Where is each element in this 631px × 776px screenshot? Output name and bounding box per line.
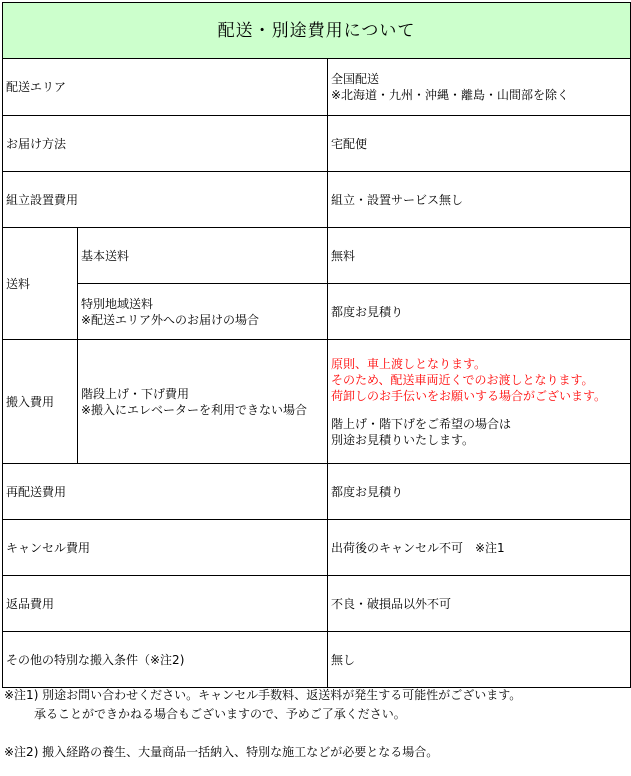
carry-in-value [328,340,631,464]
table-row [3,520,631,576]
delivery-area-line1: 全国配送 [331,72,380,86]
return-label: 返品費用 [3,576,328,632]
warning-line1: 原則、車上渡しとなります。 [331,356,487,371]
table-row [3,228,631,284]
return-value: 不良・破損品以外不可 [328,576,631,632]
redelivery-value: 都度お見積り [328,464,631,520]
stairs-fee-line1: 階段上げ・下げ費用 [81,386,190,401]
delivery-area-value [328,59,631,116]
footnote-1-line1: ※注1) 別途お問い合わせください。キャンセル手数料、返送料が発生する可能性がございます。 [4,688,522,702]
table-row [3,59,631,116]
assembly-label: 組立設置費用 [3,172,328,228]
delivery-area-line2: ※北海道・九州・沖縄・離島・山間部を除く [331,88,570,102]
cancel-value: 出荷後のキャンセル不可 ※注1 [328,520,631,576]
special-shipping-line2: ※配送エリア外へのお届けの場合 [81,312,260,327]
shipping-info-table [2,2,631,688]
special-shipping-line1: 特別地域送料 [81,296,154,311]
carry-in-label: 搬入費用 [3,340,78,464]
stairs-note-line1: 階上げ・階下げをご希望の場合は [331,416,512,431]
table-row [3,116,631,172]
table-row [3,464,631,520]
table-row [3,284,631,340]
basic-shipping-value: 無料 [328,228,631,284]
delivery-method-label: お届け方法 [3,116,328,172]
special-shipping-value: 都度お見積り [328,284,631,340]
redelivery-label: 再配送費用 [3,464,328,520]
other-conditions-value: 無し [328,632,631,688]
table-row [3,172,631,228]
warning-line3: 荷卸しのお手伝いをお願いする場合がございます。 [331,388,607,403]
footnote-2-line1: ※注2) 搬入経路の養生、大量商品一括納入、特別な施工などが必要となる場合。 [4,745,439,759]
table-row [3,576,631,632]
cancel-label: キャンセル費用 [3,520,328,576]
shipping-label: 送料 [3,228,78,340]
table-title: 配送・別途費用について [3,3,631,59]
special-shipping-label [78,284,328,340]
stairs-note-line2: 別途お見積りいたします。 [331,432,475,447]
stairs-fee-label [78,340,328,464]
basic-shipping-label: 基本送料 [78,228,328,284]
other-conditions-label: その他の特別な搬入条件（※注2) [3,632,328,688]
table-row [3,340,631,464]
warning-line2: そのため、配送車両近くでのお渡しとなります。 [331,372,594,387]
footnotes [4,686,628,762]
delivery-method-value: 宅配便 [328,116,631,172]
delivery-area-label: 配送エリア [3,59,328,116]
assembly-value: 組立・設置サービス無し [328,172,631,228]
table-row [3,632,631,688]
stairs-fee-line2: ※搬入にエレベーターを利用できない場合 [81,402,308,417]
footnote-1-line2: 承ることができかねる場合もございますので、予めご了承ください。 [34,707,406,721]
